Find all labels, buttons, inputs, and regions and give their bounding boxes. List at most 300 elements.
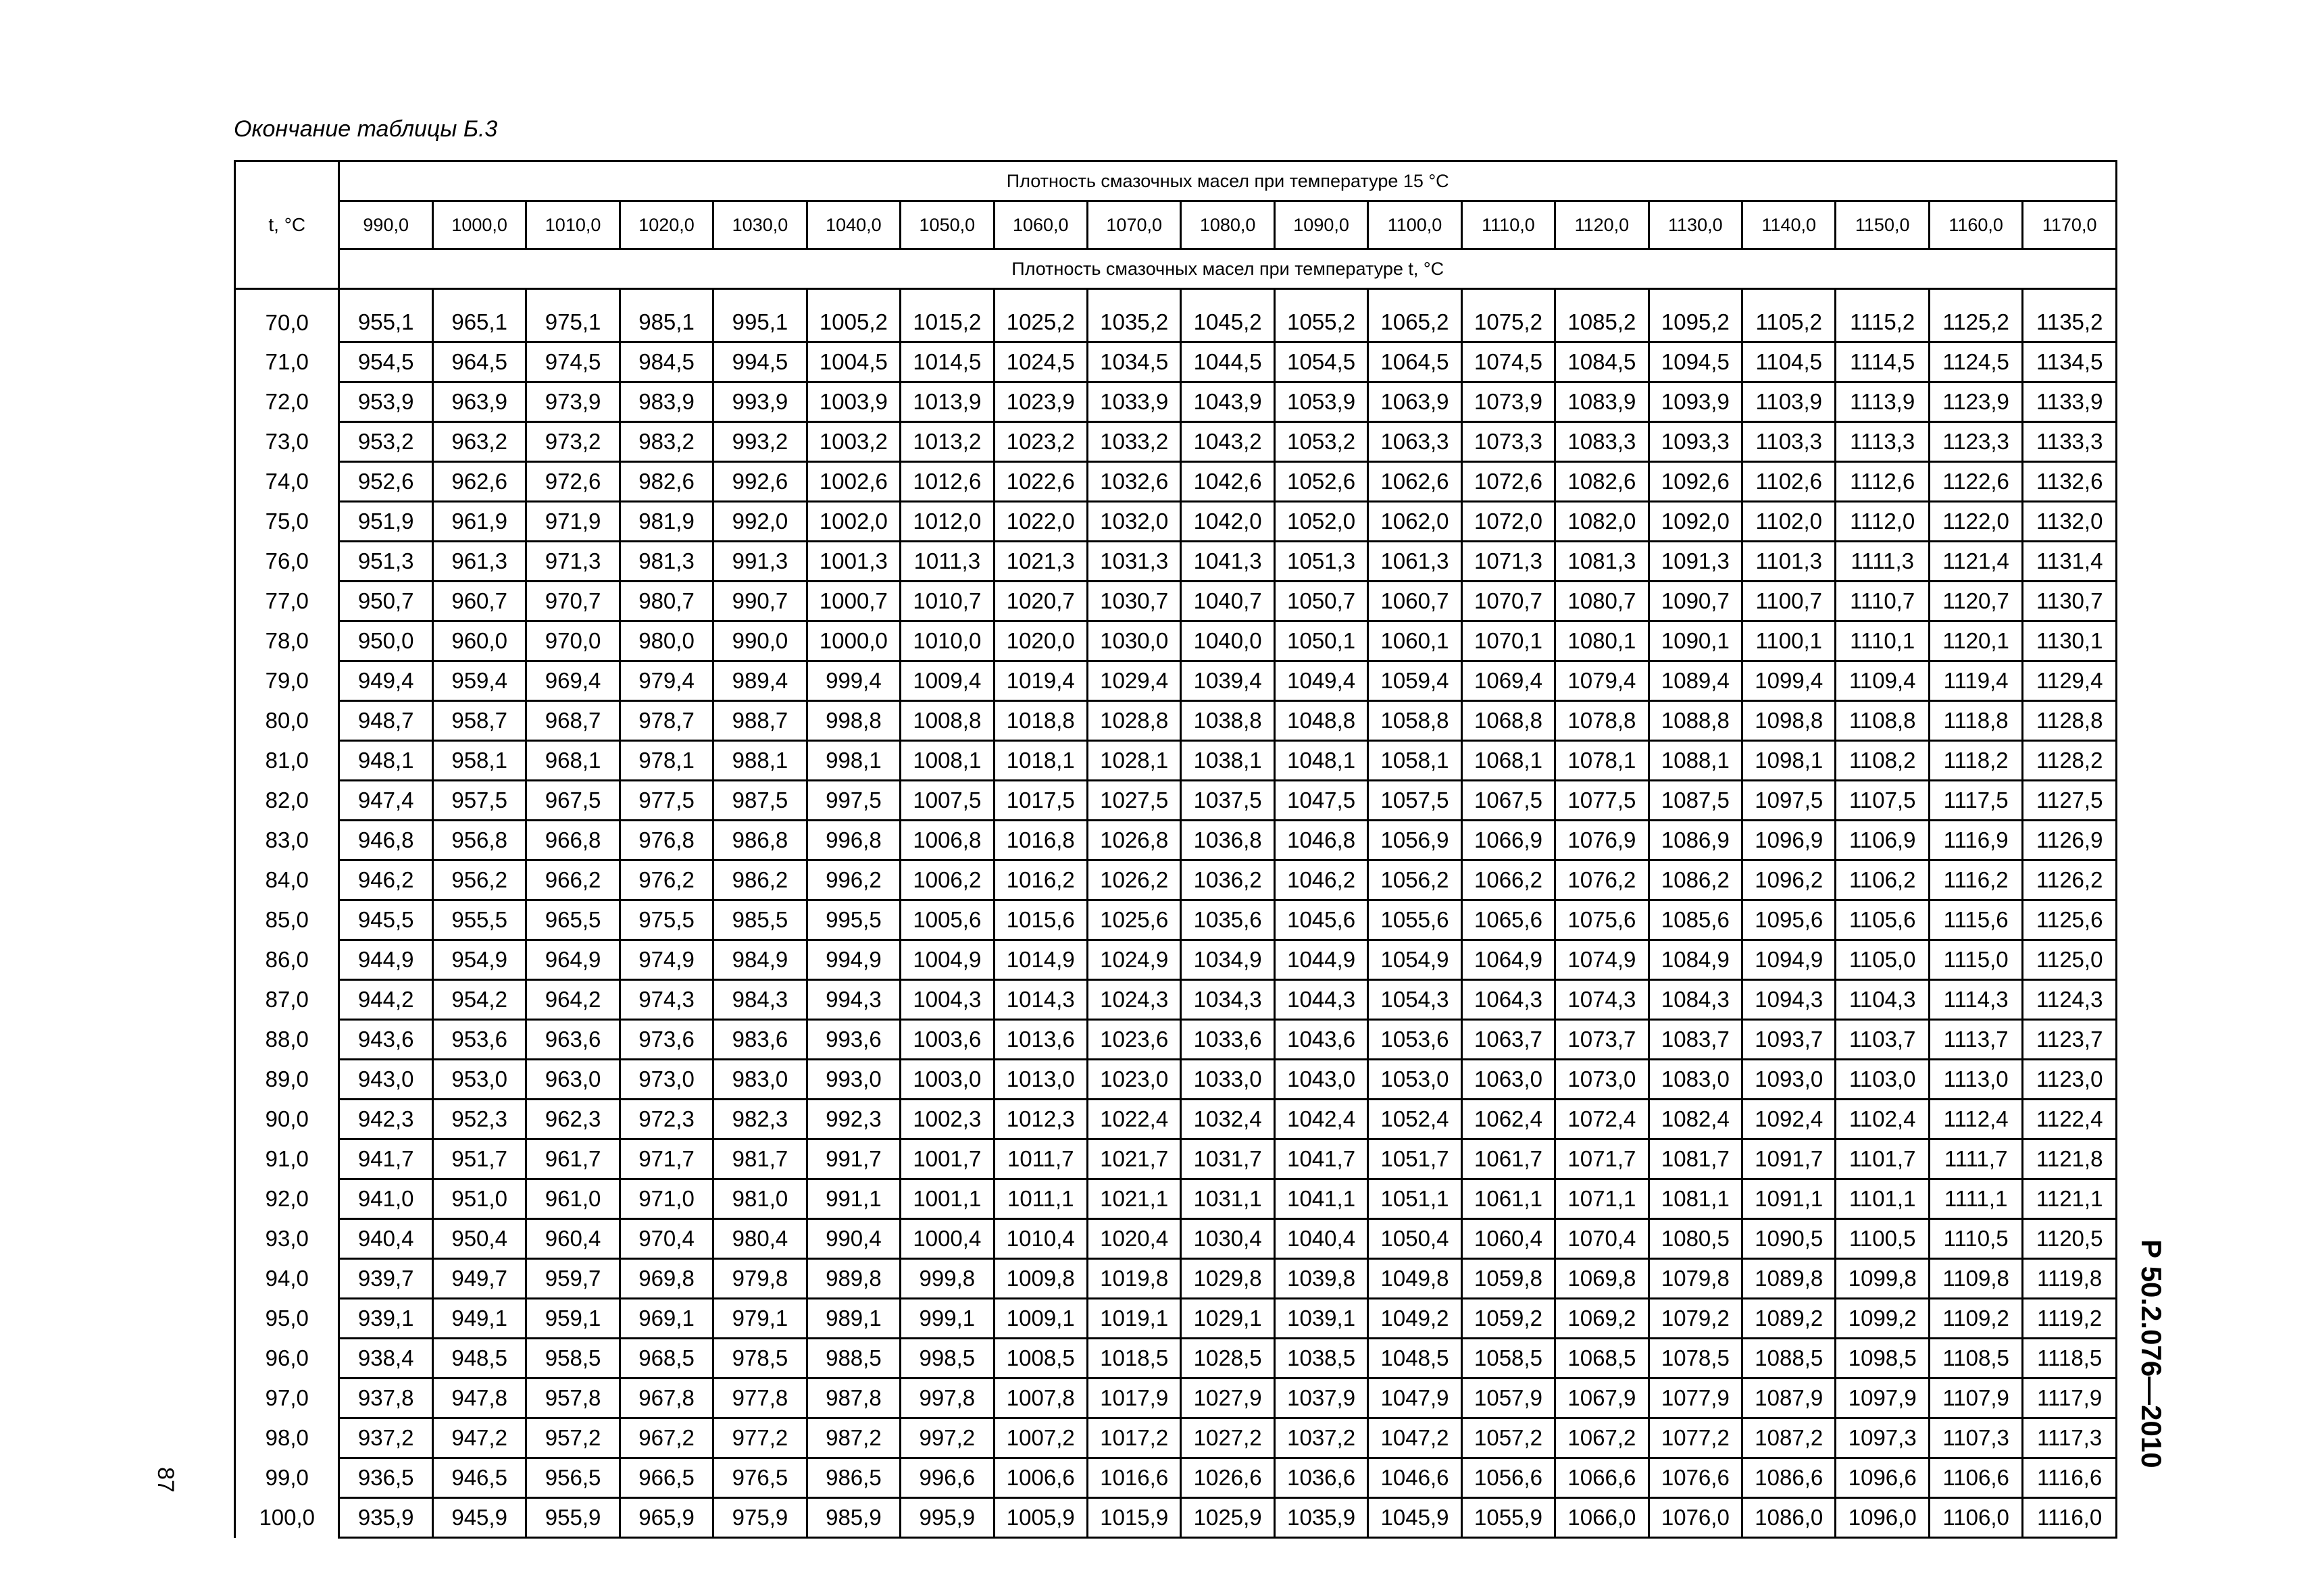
density-cell: 1088,5 [1742,1339,1836,1379]
density-cell: 1071,1 [1555,1179,1649,1219]
density-cell: 961,7 [526,1139,620,1179]
density-cell: 993,0 [807,1060,900,1100]
column-header: 1160,0 [1929,201,2022,249]
temperature-cell: 73,0 [235,422,339,462]
density-cell: 1090,5 [1742,1219,1836,1259]
density-cell: 1076,6 [1649,1458,1742,1498]
table-row [235,542,2117,582]
density-cell: 1047,2 [1368,1418,1461,1458]
density-cell: 1005,6 [901,900,994,940]
density-cell: 995,5 [807,900,900,940]
column-header: 1170,0 [2023,201,2117,249]
density-cell: 953,0 [432,1060,526,1100]
density-cell: 1074,5 [1461,342,1555,382]
density-cell: 1003,2 [807,422,900,462]
density-cell: 950,0 [339,621,432,661]
density-cell: 1126,9 [2023,821,2117,860]
table-caption: Окончание таблицы Б.3 [234,116,498,142]
temperature-cell: 86,0 [235,940,339,980]
density-cell: 1109,2 [1929,1299,2022,1339]
table-row [235,701,2117,741]
density-cell: 1084,9 [1649,940,1742,980]
density-cell: 1097,5 [1742,781,1836,821]
density-cell: 1106,0 [1929,1498,2022,1538]
density-cell: 1101,3 [1742,542,1836,582]
density-cell: 1100,5 [1836,1219,1929,1259]
density-cell: 1117,9 [2023,1379,2117,1418]
density-cell: 983,0 [713,1060,807,1100]
density-cell: 1074,3 [1555,980,1649,1020]
density-cell: 1012,0 [901,502,994,542]
density-cell: 1068,1 [1461,741,1555,781]
density-cell: 1115,6 [1929,900,2022,940]
density-cell: 1057,5 [1368,781,1461,821]
density-cell: 1046,6 [1368,1458,1461,1498]
density-cell: 1090,1 [1649,621,1742,661]
density-cell: 995,9 [901,1498,994,1538]
density-cell: 1039,8 [1274,1259,1367,1299]
density-cell: 1099,4 [1742,661,1836,701]
density-cell: 1042,4 [1274,1100,1367,1139]
density-cell: 1107,3 [1929,1418,2022,1458]
density-cell: 996,8 [807,821,900,860]
density-cell: 1036,2 [1181,860,1274,900]
density-cell: 966,2 [526,860,620,900]
density-cell: 959,7 [526,1259,620,1299]
density-cell: 1097,9 [1836,1379,1929,1418]
density-cell: 962,6 [432,462,526,502]
temperature-cell: 90,0 [235,1100,339,1139]
density-cell: 1116,2 [1929,860,2022,900]
density-cell: 971,9 [526,502,620,542]
density-cell: 987,8 [807,1379,900,1418]
temperature-cell: 81,0 [235,741,339,781]
density-cell: 1098,1 [1742,741,1836,781]
density-cell: 948,1 [339,741,432,781]
density-cell: 998,8 [807,701,900,741]
density-cell: 1071,7 [1555,1139,1649,1179]
temperature-cell: 70,0 [235,303,339,342]
density-cell: 1100,7 [1742,582,1836,621]
density-cell: 945,9 [432,1498,526,1538]
density-cell: 1059,2 [1461,1299,1555,1339]
density-cell: 1053,2 [1274,422,1367,462]
density-cell: 1065,2 [1368,303,1461,342]
density-cell: 1106,2 [1836,860,1929,900]
density-cell: 1013,2 [901,422,994,462]
density-cell: 1085,2 [1555,303,1649,342]
density-cell: 1102,6 [1742,462,1836,502]
density-cell: 1113,3 [1836,422,1929,462]
density-cell: 1073,0 [1555,1060,1649,1100]
density-cell: 1072,0 [1461,502,1555,542]
gap-cell [235,289,339,304]
density-cell: 1069,8 [1555,1259,1649,1299]
density-cell: 973,2 [526,422,620,462]
density-cell: 1119,8 [2023,1259,2117,1299]
density-cell: 1091,1 [1742,1179,1836,1219]
density-cell: 994,3 [807,980,900,1020]
density-cell: 1072,4 [1555,1100,1649,1139]
density-cell: 956,8 [432,821,526,860]
table-row [235,621,2117,661]
density-cell: 956,5 [526,1458,620,1498]
density-cell: 978,7 [620,701,713,741]
density-cell: 1033,9 [1087,382,1180,422]
density-cell: 1046,8 [1274,821,1367,860]
gap-cell [994,289,1087,304]
density-cell: 1092,0 [1649,502,1742,542]
density-cell: 1110,7 [1836,582,1929,621]
density-cell: 1002,6 [807,462,900,502]
density-cell: 1062,0 [1368,502,1461,542]
column-header: 1020,0 [620,201,713,249]
density-cell: 1113,9 [1836,382,1929,422]
density-cell: 1018,8 [994,701,1087,741]
density-cell: 982,3 [713,1100,807,1139]
density-cell: 1079,8 [1649,1259,1742,1299]
density-cell: 1087,2 [1742,1418,1836,1458]
header-gap-row [235,289,2117,304]
density-cell: 1049,2 [1368,1299,1461,1339]
density-cell: 1023,0 [1087,1060,1180,1100]
density-cell: 1086,0 [1742,1498,1836,1538]
density-cell: 1125,6 [2023,900,2117,940]
density-cell: 1035,9 [1274,1498,1367,1538]
density-cell: 1044,9 [1274,940,1367,980]
column-header: 1110,0 [1461,201,1555,249]
density-cell: 935,9 [339,1498,432,1538]
density-cell: 1001,7 [901,1139,994,1179]
density-cell: 976,5 [713,1458,807,1498]
density-cell: 1105,0 [1836,940,1929,980]
density-cell: 1029,8 [1181,1259,1274,1299]
density-cell: 1101,7 [1836,1139,1929,1179]
density-cell: 1131,4 [2023,542,2117,582]
density-cell: 978,5 [713,1339,807,1379]
density-cell: 1022,6 [994,462,1087,502]
density-cell: 1043,9 [1181,382,1274,422]
density-cell: 1094,9 [1742,940,1836,980]
density-cell: 1078,5 [1649,1339,1742,1379]
density-cell: 979,1 [713,1299,807,1339]
density-cell: 1013,6 [994,1020,1087,1060]
density-cell: 1064,3 [1461,980,1555,1020]
density-cell: 1030,7 [1087,582,1180,621]
density-cell: 1120,5 [2023,1219,2117,1259]
density-cell: 939,7 [339,1259,432,1299]
density-cell: 1132,6 [2023,462,2117,502]
density-cell: 1129,4 [2023,661,2117,701]
density-cell: 942,3 [339,1100,432,1139]
density-cell: 966,5 [620,1458,713,1498]
density-cell: 1086,2 [1649,860,1742,900]
density-cell: 985,9 [807,1498,900,1538]
density-cell: 1105,2 [1742,303,1836,342]
density-cell: 1062,4 [1461,1100,1555,1139]
density-cell: 1024,3 [1087,980,1180,1020]
gap-cell [901,289,994,304]
density-cell: 984,5 [620,342,713,382]
column-header: 1150,0 [1836,201,1929,249]
density-cell: 959,1 [526,1299,620,1339]
density-cell: 1031,7 [1181,1139,1274,1179]
density-cell: 1021,3 [994,542,1087,582]
density-cell: 1030,4 [1181,1219,1274,1259]
density-cell: 958,1 [432,741,526,781]
density-cell: 940,4 [339,1219,432,1259]
table-row [235,1060,2117,1100]
column-header: 1060,0 [994,201,1087,249]
density-cell: 999,4 [807,661,900,701]
density-cell: 989,1 [807,1299,900,1339]
density-cell: 1073,9 [1461,382,1555,422]
density-cell: 1095,6 [1742,900,1836,940]
density-cell: 958,5 [526,1339,620,1379]
density-cell: 1013,9 [901,382,994,422]
density-cell: 976,2 [620,860,713,900]
density-cell: 978,1 [620,741,713,781]
column-header: 1040,0 [807,201,900,249]
density-cell: 1025,9 [1181,1498,1274,1538]
density-cell: 1042,0 [1181,502,1274,542]
temperature-cell: 87,0 [235,980,339,1020]
temperature-cell: 72,0 [235,382,339,422]
density-cell: 946,5 [432,1458,526,1498]
density-cell: 1063,9 [1368,382,1461,422]
density-cell: 1032,0 [1087,502,1180,542]
density-cell: 1103,3 [1742,422,1836,462]
density-cell: 1067,2 [1555,1418,1649,1458]
density-cell: 1083,9 [1555,382,1649,422]
density-cell: 965,5 [526,900,620,940]
density-cell: 1028,1 [1087,741,1180,781]
density-cell: 949,4 [339,661,432,701]
density-cell: 983,2 [620,422,713,462]
density-cell: 1133,9 [2023,382,2117,422]
density-cell: 986,2 [713,860,807,900]
density-cell: 1104,3 [1836,980,1929,1020]
density-cell: 987,5 [713,781,807,821]
density-cell: 1006,2 [901,860,994,900]
density-cell: 1053,0 [1368,1060,1461,1100]
density-cell: 955,1 [339,303,432,342]
density-cell: 1054,5 [1274,342,1367,382]
density-cell: 1073,3 [1461,422,1555,462]
density-cell: 948,5 [432,1339,526,1379]
density-cell: 988,5 [807,1339,900,1379]
density-cell: 981,3 [620,542,713,582]
t-column-header: t, °C [235,161,339,289]
density-cell: 947,4 [339,781,432,821]
density-cell: 1126,2 [2023,860,2117,900]
density-cell: 1049,4 [1274,661,1367,701]
density-cell: 957,5 [432,781,526,821]
density-cell: 961,3 [432,542,526,582]
density-cell: 956,2 [432,860,526,900]
table-row [235,462,2117,502]
gap-cell [1181,289,1274,304]
table-row [235,1299,2117,1339]
density-cell: 1106,6 [1929,1458,2022,1498]
density-cell: 958,7 [432,701,526,741]
density-cell: 1083,3 [1555,422,1649,462]
density-cell: 1005,9 [994,1498,1087,1538]
gap-cell [1274,289,1367,304]
column-header: 990,0 [339,201,432,249]
density-cell: 964,9 [526,940,620,980]
density-cell: 1008,1 [901,741,994,781]
density-cell: 1039,4 [1181,661,1274,701]
density-cell: 1094,3 [1742,980,1836,1020]
density-cell: 1113,7 [1929,1020,2022,1060]
density-cell: 1112,4 [1929,1100,2022,1139]
density-cell: 973,6 [620,1020,713,1060]
density-cell: 1107,5 [1836,781,1929,821]
density-cell: 1089,4 [1649,661,1742,701]
gap-cell [1087,289,1180,304]
density-cell: 1108,8 [1836,701,1929,741]
density-cell: 1123,7 [2023,1020,2117,1060]
density-cell: 1044,3 [1274,980,1367,1020]
density-cell: 1009,4 [901,661,994,701]
density-cell: 1118,2 [1929,741,2022,781]
density-cell: 943,6 [339,1020,432,1060]
table-row [235,1498,2117,1538]
density-cell: 944,2 [339,980,432,1020]
density-cell: 1101,1 [1836,1179,1929,1219]
density-cell: 974,9 [620,940,713,980]
density-cell: 1079,2 [1649,1299,1742,1339]
density-cell: 938,4 [339,1339,432,1379]
density-cell: 1037,2 [1274,1418,1367,1458]
gap-cell [1929,289,2022,304]
density-cell: 990,7 [713,582,807,621]
density-cell: 1082,0 [1555,502,1649,542]
density-cell: 984,3 [713,980,807,1020]
density-cell: 1056,2 [1368,860,1461,900]
density-cell: 941,0 [339,1179,432,1219]
density-cell: 1000,4 [901,1219,994,1259]
density-cell: 1019,4 [994,661,1087,701]
density-cell: 1062,6 [1368,462,1461,502]
density-cell: 1083,0 [1649,1060,1742,1100]
density-cell: 1011,1 [994,1179,1087,1219]
density-cell: 1092,4 [1742,1100,1836,1139]
density-cell: 1117,3 [2023,1418,2117,1458]
density-cell: 1111,1 [1929,1179,2022,1219]
density-cell: 1118,8 [1929,701,2022,741]
density-cell: 971,7 [620,1139,713,1179]
density-cell: 944,9 [339,940,432,980]
temperature-cell: 93,0 [235,1219,339,1259]
density-cell: 1069,2 [1555,1299,1649,1339]
temperature-cell: 92,0 [235,1179,339,1219]
density-cell: 1058,8 [1368,701,1461,741]
density-cell: 1086,6 [1742,1458,1836,1498]
density-cell: 949,1 [432,1299,526,1339]
density-cell: 1028,8 [1087,701,1180,741]
density-cell: 1115,0 [1929,940,2022,980]
density-cell: 1050,4 [1368,1219,1461,1259]
column-header: 1130,0 [1649,201,1742,249]
density-cell: 1008,8 [901,701,994,741]
density-cell: 960,0 [432,621,526,661]
density-cell: 947,8 [432,1379,526,1418]
density-cell: 1128,2 [2023,741,2117,781]
density-cell: 1071,3 [1461,542,1555,582]
table-row [235,1139,2117,1179]
density-cell: 1091,7 [1742,1139,1836,1179]
density-cell: 1018,5 [1087,1339,1180,1379]
density-cell: 1033,6 [1181,1020,1274,1060]
density-cell: 1022,0 [994,502,1087,542]
temperature-cell: 78,0 [235,621,339,661]
density-cell: 951,3 [339,542,432,582]
density-cell: 950,7 [339,582,432,621]
density-cell: 1012,6 [901,462,994,502]
density-cell: 1066,9 [1461,821,1555,860]
density-cell: 1078,1 [1555,741,1649,781]
header-subtitle-row [235,249,2117,289]
density-cell: 1057,2 [1461,1418,1555,1458]
density-cell: 1075,2 [1461,303,1555,342]
density-cell: 951,7 [432,1139,526,1179]
density-cell: 1066,2 [1461,860,1555,900]
density-cell: 981,9 [620,502,713,542]
density-table [234,160,2117,1539]
density-cell: 1098,5 [1836,1339,1929,1379]
density-cell: 1025,2 [994,303,1087,342]
density-cell: 1016,6 [1087,1458,1180,1498]
density-cell: 953,6 [432,1020,526,1060]
density-cell: 1018,1 [994,741,1087,781]
table-row [235,502,2117,542]
density-cell: 939,1 [339,1299,432,1339]
temperature-cell: 85,0 [235,900,339,940]
density-cell: 1081,3 [1555,542,1649,582]
temperature-cell: 96,0 [235,1339,339,1379]
table-row [235,900,2117,940]
density-cell: 1045,9 [1368,1498,1461,1538]
density-cell: 976,8 [620,821,713,860]
density-cell: 1091,3 [1649,542,1742,582]
density-cell: 1020,7 [994,582,1087,621]
density-cell: 954,9 [432,940,526,980]
density-cell: 953,2 [339,422,432,462]
density-cell: 968,5 [620,1339,713,1379]
density-cell: 1068,8 [1461,701,1555,741]
density-cell: 1108,2 [1836,741,1929,781]
density-cell: 1021,7 [1087,1139,1180,1179]
density-cell: 1043,6 [1274,1020,1367,1060]
density-cell: 970,0 [526,621,620,661]
density-cell: 1092,6 [1649,462,1742,502]
document-number: Р 50.2.076—2010 [2136,1239,2167,1468]
density-cell: 962,3 [526,1100,620,1139]
density-cell: 963,9 [432,382,526,422]
density-cell: 1064,9 [1461,940,1555,980]
density-cell: 967,5 [526,781,620,821]
density-cell: 1066,0 [1555,1498,1649,1538]
density-cell: 1015,2 [901,303,994,342]
density-cell: 963,0 [526,1060,620,1100]
density-cell: 1003,9 [807,382,900,422]
density-cell: 968,7 [526,701,620,741]
column-header: 1030,0 [713,201,807,249]
density-cell: 1012,3 [994,1100,1087,1139]
density-cell: 1077,2 [1649,1418,1742,1458]
